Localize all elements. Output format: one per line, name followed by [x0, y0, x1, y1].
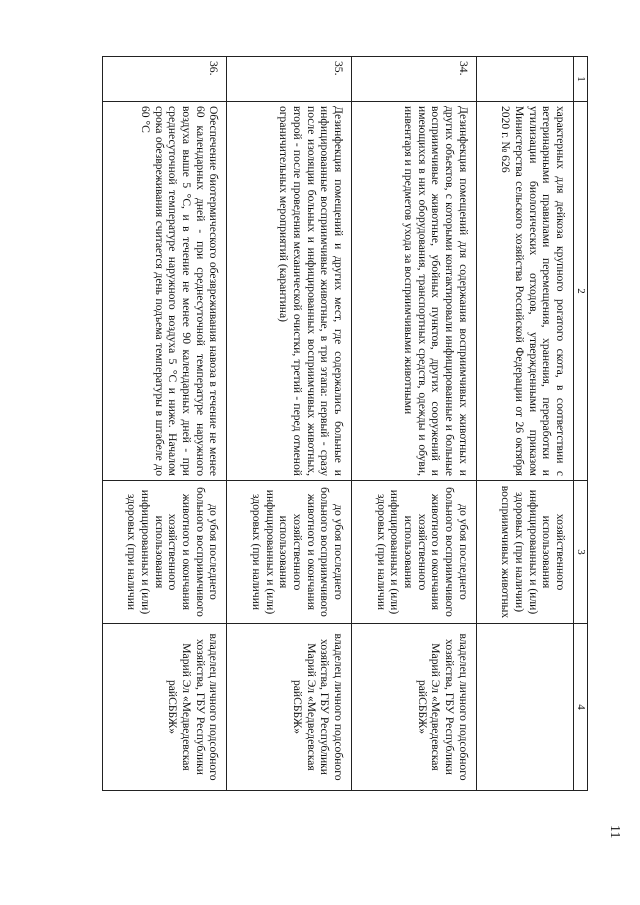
row-number-cell — [476, 57, 573, 102]
table-row — [351, 57, 476, 791]
table-header-row — [574, 57, 588, 791]
row-number: 36. — [207, 61, 221, 76]
responsible-cell — [102, 624, 227, 791]
table-row — [102, 57, 227, 791]
responsible-text: владелец личного подсобного хозяйства, ГБУ Республики Марий Эл «Медведевская райСББЖ» — [166, 633, 221, 781]
row-number-cell — [227, 57, 352, 102]
row-number: 34. — [456, 61, 470, 76]
column-header-3: 3 — [574, 481, 588, 624]
measure-cell — [102, 102, 227, 481]
term-text: хозяйственного использования инфицированных и (или) здоровых (при наличии) восприимчивых животных — [499, 485, 567, 619]
row-number: 35. — [331, 61, 345, 76]
measure-cell — [351, 102, 476, 481]
term-cell — [351, 481, 476, 624]
term-cell — [476, 481, 573, 624]
table-row — [227, 57, 352, 791]
measure-text: Дезинфекция помещений для содержания восприимчивых животных и других объектов, с которыми контактировали инфицированные и больные восприимчивые животные, убойных пунктов, других сооружений и имеющихся в них оборудования, транспортных средств, одежды и обуви, инвентаря и предметов ухода за восприимчивыми животными — [401, 106, 470, 476]
measure-cell — [227, 102, 352, 481]
responsible-cell — [351, 624, 476, 791]
row-number-cell — [351, 57, 476, 102]
column-header-4: 4 — [574, 624, 588, 791]
term-text: до убоя последнего больного восприимчивого животного и окончания хозяйственного использования инфицированных и (или) здоровых (при наличии — [374, 487, 470, 617]
measure-text: характерных для дейкоза крупного рогатого скота, в соответствии с ветеринарными правилами перемещения, хранения, переработки и утилизации биологических отходов, утвержденными приказом Министерства сельского хозяйства Российской Федерации от 26 октября 2020 г. № 626 — [499, 106, 567, 476]
column-header-1: 1 — [574, 57, 588, 102]
row-number — [567, 61, 573, 97]
measure-text: Обеспечение биотермического обезвреживания навоза в течение не менее 60 календарных дней - при среднесуточной температуре наружного воздуха выше 5 °С, и в течение не менее 90 календарных дней - при среднесуточной температуре наружного воздуха 5 °С и ниже. Началом срока обезвреживания считается день подъема температуры в штабеле до 60 °С — [138, 106, 221, 476]
measure-text: Дезинфекция помещений и других мест, где содержались больные и инфицированные восприимчивые животные, в три этапа: первый - сразу после изоляции больных и инфицированных восприимчивых животных, второй - после проведения механической очистки, третий - перед отменой ограничительных мероприятий (карантина) — [277, 106, 345, 476]
term-text: до убоя последнего больного восприимчивого животного и окончания хозяйственного использования инфицированных и (или) здоровых (при наличии — [125, 487, 221, 617]
term-cell — [227, 481, 352, 624]
responsible-cell — [227, 624, 352, 791]
responsible-text: владелец личного подсобного хозяйства, ГБУ Республики Марий Эл «Медведевская райСББЖ» — [415, 633, 470, 781]
measure-cell — [476, 102, 573, 481]
column-header-2: 2 — [574, 102, 588, 481]
measures-table — [102, 56, 588, 791]
page-number: 11 — [607, 825, 622, 839]
responsible-text — [545, 628, 573, 786]
responsible-cell — [476, 624, 573, 791]
table-row — [476, 57, 573, 791]
responsible-text: владелец личного подсобного хозяйства, ГБУ Республики Марий Эл «Медведевская райСББЖ» — [290, 633, 345, 781]
row-number-cell — [102, 57, 227, 102]
term-cell — [102, 481, 227, 624]
term-text: до убоя последнего больного восприимчивого животного и окончания хозяйственного использования инфицированных и (или) здоровых (при наличии — [249, 487, 345, 617]
